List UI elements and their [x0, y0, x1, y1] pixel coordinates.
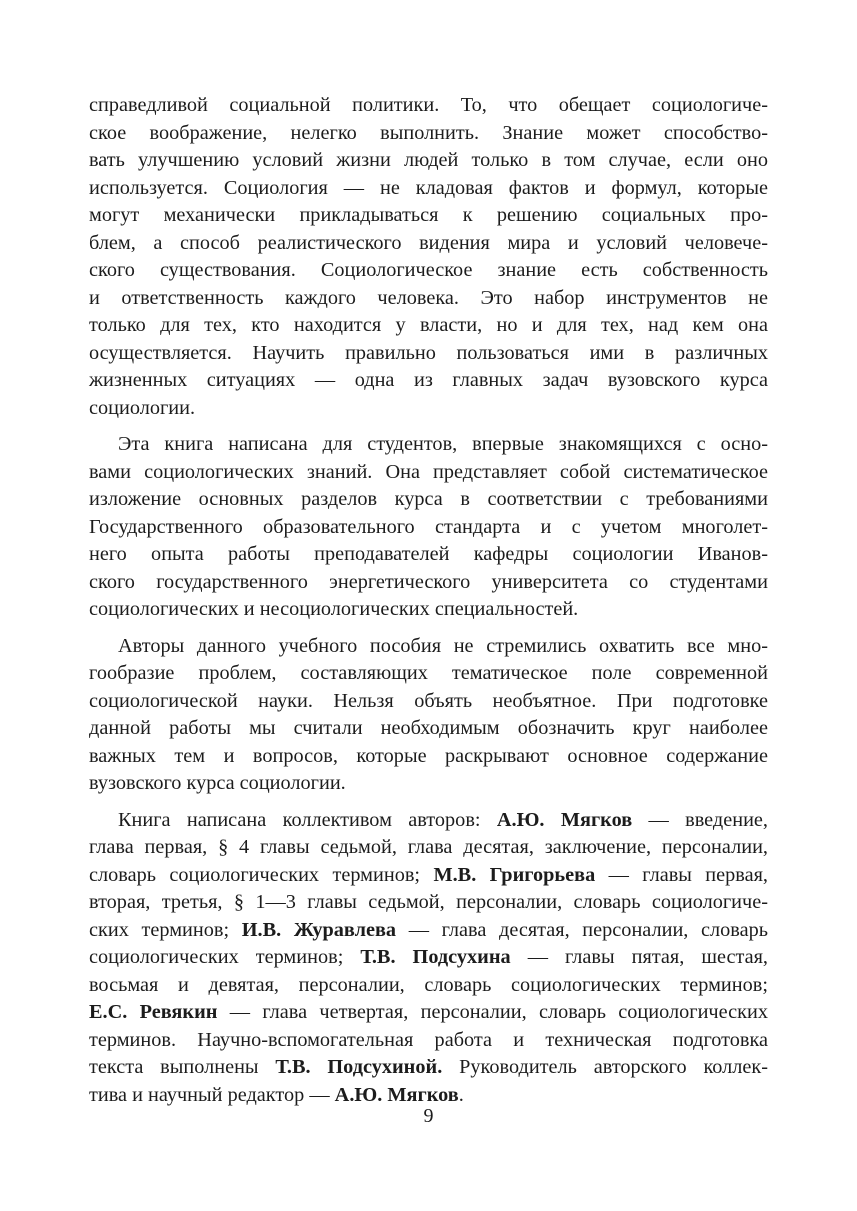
text-line	[89, 1054, 768, 1082]
text-line	[89, 889, 768, 917]
text-run: него опыта работы преподавателей кафедры социологии Иванов-	[89, 543, 768, 565]
text-line	[89, 285, 768, 313]
text-run: терминов. Научно-вспомогательная работа и техническая подготовка	[89, 1028, 768, 1051]
text-run: восьмая и девятая, персоналии, словарь социологических терминов;	[89, 973, 768, 996]
text-run: глава первая, § 4 главы седьмой, глава десятая, заключение, персоналии,	[89, 836, 768, 858]
text-run: .	[458, 1083, 464, 1106]
text-run: вузовского курса социологии.	[89, 772, 346, 794]
text-line	[89, 715, 768, 743]
text-run: справедливой социальной политики. То, что обещает социологиче-	[89, 94, 768, 116]
text-line	[89, 569, 768, 597]
paragraph-gap	[89, 422, 768, 431]
text-run: вать улучшению условий жизни людей только в том случае, если оно	[89, 149, 768, 171]
text-line	[89, 660, 768, 688]
text-run: тива и научный редактор —	[89, 1083, 335, 1106]
text-line	[89, 120, 768, 148]
text-run: данной работы мы считали необходимым обозначить круг наиболее	[89, 717, 768, 739]
text-run: текста выполнены	[89, 1056, 276, 1078]
page-number: 9	[423, 1105, 434, 1127]
text-run: Эта книга написана для студентов, впервые знакомящихся с осно-	[118, 433, 768, 455]
author-name: И.В. Журавлева	[241, 918, 397, 941]
text-line	[89, 312, 768, 340]
text-run: — глава десятая, персоналии, словарь	[396, 918, 768, 941]
text-line	[89, 999, 768, 1027]
paragraph	[89, 431, 768, 624]
text-line	[89, 395, 768, 423]
text-run: жизненных ситуациях — одна из главных задач вузовского курса	[89, 369, 768, 391]
paragraph	[89, 807, 768, 1110]
text-run: — главы пятая, шестая,	[510, 946, 768, 968]
text-run: ское воображение, нелегко выполнить. Знание может способство-	[89, 121, 768, 144]
text-run: могут механически прикладываться к решению социальных про-	[89, 204, 768, 226]
author-name: Т.В. Подсухина	[360, 946, 511, 968]
text-line	[89, 175, 768, 203]
text-run: Книга написана коллективом авторов:	[118, 808, 497, 831]
text-line	[89, 147, 768, 175]
text-run: блем, а способ реалистического видения мира и условий человече-	[89, 231, 768, 254]
author-name: Т.В. Подсухиной.	[275, 1056, 443, 1078]
text-line	[89, 1027, 768, 1055]
paragraph	[89, 633, 768, 798]
author-name: А.Ю. Мягков	[334, 1083, 459, 1106]
text-line	[89, 340, 768, 368]
text-run: социологических и несоциологических специальностей.	[89, 598, 579, 620]
text-run: словарь социологических терминов;	[89, 863, 434, 886]
text-run: осуществляется. Научить правильно пользоваться ими в различных	[89, 341, 768, 364]
text-run: социологических терминов;	[89, 946, 361, 968]
paragraph-gap	[89, 624, 768, 633]
text-line	[89, 459, 768, 487]
text-line	[89, 688, 768, 716]
text-run: социологии.	[89, 396, 196, 419]
text-run: используется. Социология — не кладовая фактов и формул, которые	[89, 176, 768, 199]
text-line	[89, 514, 768, 542]
text-run: важных тем и вопросов, которые раскрывают основное содержание	[89, 744, 768, 767]
text-line	[89, 770, 768, 798]
author-name: Е.С. Ревякин	[89, 1001, 218, 1023]
text-line	[89, 486, 768, 514]
author-name: М.В. Григорьева	[433, 863, 596, 886]
text-line	[89, 807, 768, 835]
text-run: Руководитель авторского коллек-	[442, 1056, 768, 1078]
page-body	[89, 92, 768, 1109]
text-run: Авторы данного учебного пособия не стремились охватить все мно-	[118, 634, 768, 657]
text-line	[89, 743, 768, 771]
text-line	[89, 541, 768, 569]
text-run: ского существования. Социологическое знание есть собственность	[89, 259, 768, 281]
text-run: вами социологических знаний. Она представляет собой систематическое	[89, 460, 768, 483]
text-run: гообразие проблем, составляющих тематическое поле современной	[89, 662, 768, 684]
text-line	[89, 596, 768, 624]
text-run: и ответственность каждого человека. Это набор инструментов не	[89, 286, 768, 309]
text-line	[89, 92, 768, 120]
author-name: А.Ю. Мягков	[496, 808, 633, 831]
text-run: Государственного образовательного стандарта и с учетом многолет-	[89, 515, 768, 538]
text-run: ских терминов;	[89, 918, 242, 941]
text-line	[89, 633, 768, 661]
text-run: только для тех, кто находится у власти, но и для тех, над кем она	[89, 314, 768, 336]
text-run: — главы первая,	[595, 863, 769, 886]
text-line	[89, 367, 768, 395]
text-run: — глава четвертая, персоналии, словарь социологических	[217, 1001, 768, 1023]
text-run: изложение основных разделов курса в соответствии с требованиями	[89, 488, 768, 510]
text-line	[89, 944, 768, 972]
text-run: — введение,	[632, 808, 768, 831]
text-run: ского государственного энергетического университета со студентами	[89, 570, 768, 593]
text-line	[89, 257, 768, 285]
text-line	[89, 230, 768, 258]
text-line	[89, 862, 768, 890]
text-line	[89, 202, 768, 230]
text-line	[89, 834, 768, 862]
text-line	[89, 972, 768, 1000]
text-line	[89, 917, 768, 945]
paragraph	[89, 92, 768, 422]
paragraph-gap	[89, 798, 768, 807]
text-run: вторая, третья, § 1—3 главы седьмой, персоналии, словарь социологиче-	[89, 891, 768, 913]
text-line	[89, 431, 768, 459]
text-run: социологической науки. Нельзя объять необъятное. При подготовке	[89, 689, 768, 712]
